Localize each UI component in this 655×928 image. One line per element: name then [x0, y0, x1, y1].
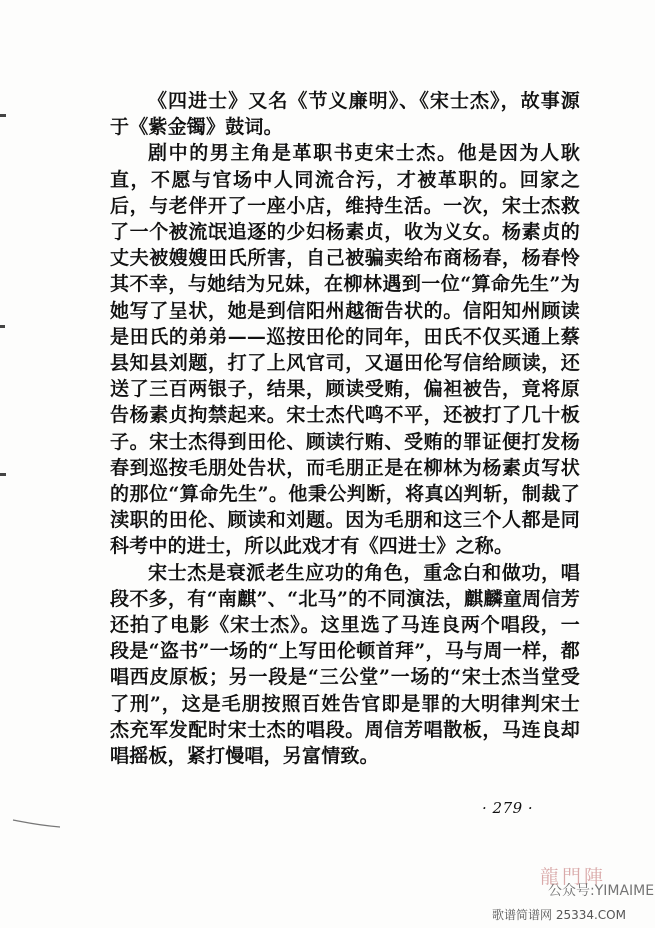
scan-margin-mark [0, 114, 6, 117]
watermark-site: 歌谱简谱网 25334.COM [492, 908, 626, 922]
scan-margin-mark [0, 325, 5, 328]
watermark-wechat: 公众号:YIMAIME [548, 883, 655, 899]
paragraph-performance: 宋士杰是衰派老生应功的角色，重念白和做功，唱段不多，有“南麒”、“北马”的不同演法，麒麟童周信芳还拍了电影《宋士杰》。这里选了马连良两个唱段，一段是“盗书”一场的“上写田伦顿首拜”，马与周一样，都唱西皮原板；另一段是“三公堂”一场的“宋士杰当堂受了刑”，这是毛朋按照百姓告官即是罪的大明律判宋士杰充军发配时宋士杰的唱段。周信芳唱散板，马连良却唱摇板，紧打慢唱，另富情致。 [110, 561, 580, 768]
scan-margin-mark [0, 473, 6, 476]
body-text [110, 88, 580, 769]
paragraph-intro: 《四进士》又名《节义廉明》、《宋士杰》，故事源于《紫金镯》鼓词。 [110, 90, 580, 139]
pencil-mark [12, 816, 62, 830]
page-number: · 279 · [482, 799, 534, 817]
paragraph-plot: 剧中的男主角是革职书吏宋士杰。他是因为人耿直，不愿与官场中人同流合污，才被革职的。回家之后，与老伴开了一座小店，维持生活。一次，宋士杰救了一个被流氓追逐的少妇杨素贞，收为义女。杨素贞的丈夫被嫂嫂田氏所害，自己被骗卖给布商杨春，杨春怜其不幸，与她结为兄妹，在柳林遇到一位“算命先生”为她写了呈状，她是到信阳州越衙告状的。信阳知州顾读是田氏的弟弟——巡按田伦的同年，田氏不仅买通上蔡县知县刘题，打了上风官司，又逼田伦写信给顾读，还送了三百两银子，结果，顾读受贿，偏袒被告，竟将原告杨素贞拘禁起来。宋士杰代鸣不平，还被打了几十板子。宋士杰得到田伦、顾读行贿、受贿的罪证便打发杨春到巡按毛朋处告状，而毛朋正是在柳林为杨素贞写状的那位“算命先生”。他秉公判断，将真凶判斩，制裁了渎职的田伦、顾读和刘题。因为毛朋和这三个人都是同科考中的进士，所以此戏才有《四进士》之称。 [110, 142, 580, 558]
watermark-logo: 龍門陣 [540, 866, 607, 888]
